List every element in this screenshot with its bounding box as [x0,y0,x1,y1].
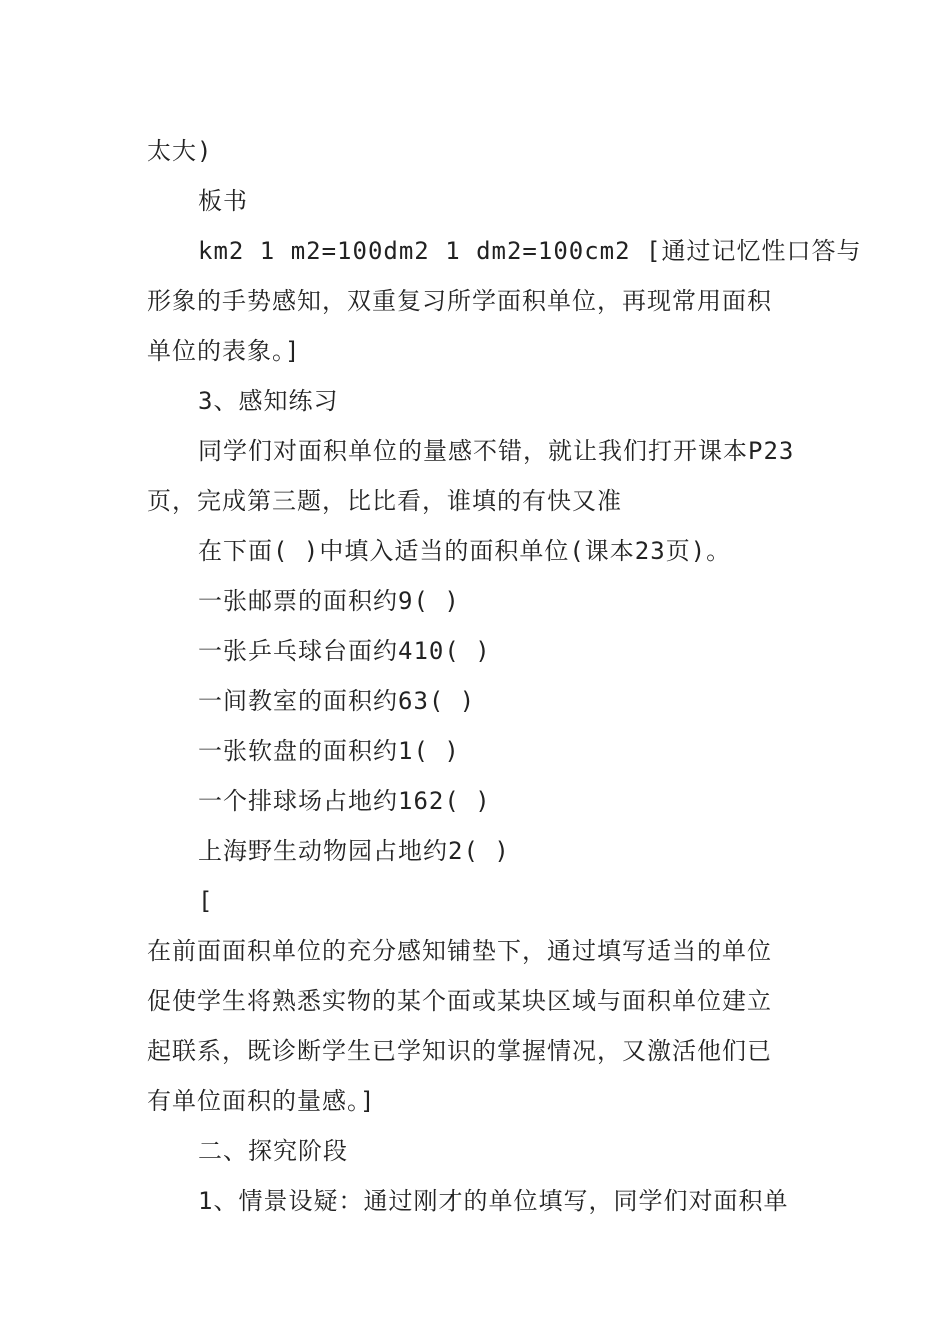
text-line: [ [198,887,214,915]
text-line: 在下面( )中填入适当的面积单位(课本23页)。 [198,537,732,565]
text-line: 形象的手势感知，双重复习所学面积单位，再现常用面积 [147,287,772,315]
section-heading: 3、感知练习 [198,387,339,415]
text-line: 起联系，既诊断学生已学知识的掌握情况，又激活他们已 [147,1037,772,1065]
text-line: 在前面面积单位的充分感知铺垫下，通过填写适当的单位 [147,937,772,965]
exercise-item: 一张邮票的面积约9( ) [198,587,460,615]
section-heading: 二、探究阶段 [198,1137,348,1165]
text-line: 1、情景设疑：通过刚才的单位填写，同学们对面积单 [198,1187,789,1215]
text-line: 同学们对面积单位的量感不错，就让我们打开课本P23 [198,437,795,465]
text-line: 促使学生将熟悉实物的某个面或某块区域与面积单位建立 [147,987,772,1015]
text-line: 单位的表象。] [147,337,301,365]
text-line: 太大) [147,137,213,165]
exercise-item: 一间教室的面积约63( ) [198,687,476,715]
exercise-item: 上海野生动物园占地约2( ) [198,837,510,865]
exercise-item: 一张软盘的面积约1( ) [198,737,460,765]
text-line: 有单位面积的量感。] [147,1087,376,1115]
text-line: 板书 [198,187,248,215]
exercise-item: 一个排球场占地约162( ) [198,787,491,815]
text-line: km2 1 m2=100dm2 1 dm2=100cm2 [通过记忆性口答与 [198,237,862,265]
exercise-item: 一张乒乓球台面约410( ) [198,637,491,665]
text-line: 页，完成第三题，比比看，谁填的有快又准 [147,487,622,515]
